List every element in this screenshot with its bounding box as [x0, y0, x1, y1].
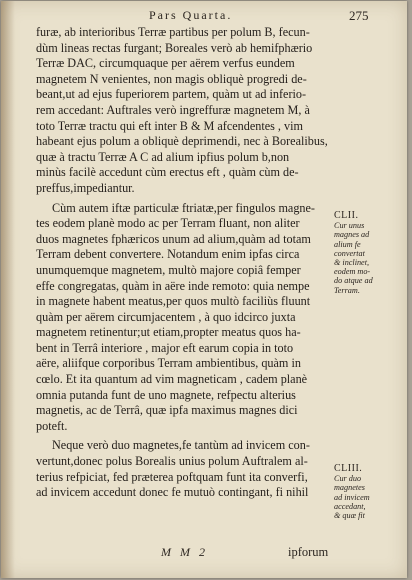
page-number: 275 [349, 8, 369, 23]
text-line: terius refpiciat, fed præterea poftquam funt ita converfi, [36, 469, 308, 484]
text-line: tes eodem planè modo ac per Terram fluant, non aliter [36, 216, 300, 231]
text-line: cœlo. Et ita quantum ad vim magneticam , cadem planè [36, 372, 308, 387]
text-line: unumquemque magnetem, multò majore copiâ femper [36, 262, 301, 277]
margin-note-line: & quæ fit [334, 511, 365, 521]
margin-note-line: ad invicem [334, 492, 370, 502]
page-header [1, 5, 407, 25]
text-line: Terræ DAC, circumquaque per aërem verfus eundem [36, 56, 295, 71]
text-line: omnia putanda funt de uno magnete, refpectu alterius [36, 387, 296, 402]
text-line: quæ à tractu Terræ A C ad alium ipfius polum b,non [36, 149, 290, 164]
margin-note-number: CLII. [334, 210, 359, 221]
margin-note-line: Cur unus [334, 221, 365, 231]
margin-note-line: do atque ad [334, 276, 373, 286]
book-page [1, 1, 407, 578]
margin-note-line: accedant, [334, 501, 366, 511]
text-line: effe congregatas, quàm in aëre inde remoto: quia nempe [36, 278, 310, 293]
text-line: minùs facilè accedunt cùm erectus eft , quàm cùm de- [36, 165, 299, 180]
text-line: habeant ejus polum a obliquè deprimendi, nec à Borealibus, [36, 134, 328, 149]
text-line: bent in Terrâ interiore , major eft earum copia in toto [36, 340, 294, 355]
text-line: Neque verò duo magnetes,fe tantùm ad invicem con- [52, 438, 310, 453]
text-line: magnetis, ac de Terrâ, quæ ipfa maximus magnes dici [36, 403, 298, 418]
text-line: duos magnetes fphæricos unum ad alium,quàm ad totam [36, 231, 311, 246]
text-line: magnetem retinentur;ut etiam,propter meatus quos ha- [36, 325, 301, 340]
margin-note-line: Cur duo [334, 474, 362, 484]
margin-note-line: magnes ad [334, 230, 370, 240]
page-spine-shadow [1, 1, 15, 578]
page-footer [1, 545, 407, 565]
paragraph-1 [36, 25, 331, 197]
margin-note-line: eodem mo- [334, 267, 371, 277]
main-text [36, 25, 331, 501]
text-line: poteft. [36, 418, 68, 433]
text-line: in magnete habent meatus,per quos multò faciliùs fluunt [36, 294, 311, 309]
text-line: vertunt,donec polus Borealis unius polum Auftralem al- [36, 454, 308, 469]
text-line: furæ, ab interioribus Terræ partibus per polum B, fecun- [36, 25, 310, 39]
text-line: aëre, aliifque corporibus Terram ambientibus, quàm in [36, 356, 301, 371]
paragraph-2 [36, 201, 331, 435]
catchword: ipforum [288, 545, 329, 559]
text-line: dùm lineas rectas furgant; Boreales verò ab hemifphærio [36, 40, 313, 55]
text-line: quàm per aërem circumjacentem , à quo idcirco juxta [36, 309, 296, 324]
margin-note-line: alium fe [334, 239, 361, 249]
text-line: magnetem N venientes, non magis obliquè progredi de- [36, 71, 307, 86]
text-line: ad invicem accedunt donec fe mutuò contingant, fi nihil [36, 485, 309, 500]
margin-note-clii [334, 211, 400, 295]
text-line: beant,ut ad ejus fuperiorem partem, quàm ut ad inferio- [36, 87, 307, 102]
text-line: Cùm autem iftæ particulæ ftriatæ,per fingulos magne- [52, 200, 315, 215]
margin-note-line: magnetes [334, 483, 365, 493]
signature-mark: M M 2 [161, 545, 208, 559]
running-head: Pars Quarta. [149, 8, 233, 22]
text-line: rem accedant: Auftrales verò ingreffuræ magnetem M, à [36, 102, 310, 117]
paragraph-3 [36, 438, 331, 500]
margin-note-line: Terram. [334, 285, 360, 295]
text-line: Terram debent convertere. Notandum enim ipfas circa [36, 247, 300, 262]
margin-note-number: CLIII. [334, 463, 363, 474]
text-line: preffus,impediantur. [36, 180, 135, 195]
margin-note-line: & inclinet, [334, 258, 370, 268]
margin-note-line: convertat [334, 248, 365, 258]
text-line: toto Terræ tractu qui eft inter B & M afcendentes , vim [36, 118, 303, 133]
margin-note-cliii [334, 464, 400, 520]
